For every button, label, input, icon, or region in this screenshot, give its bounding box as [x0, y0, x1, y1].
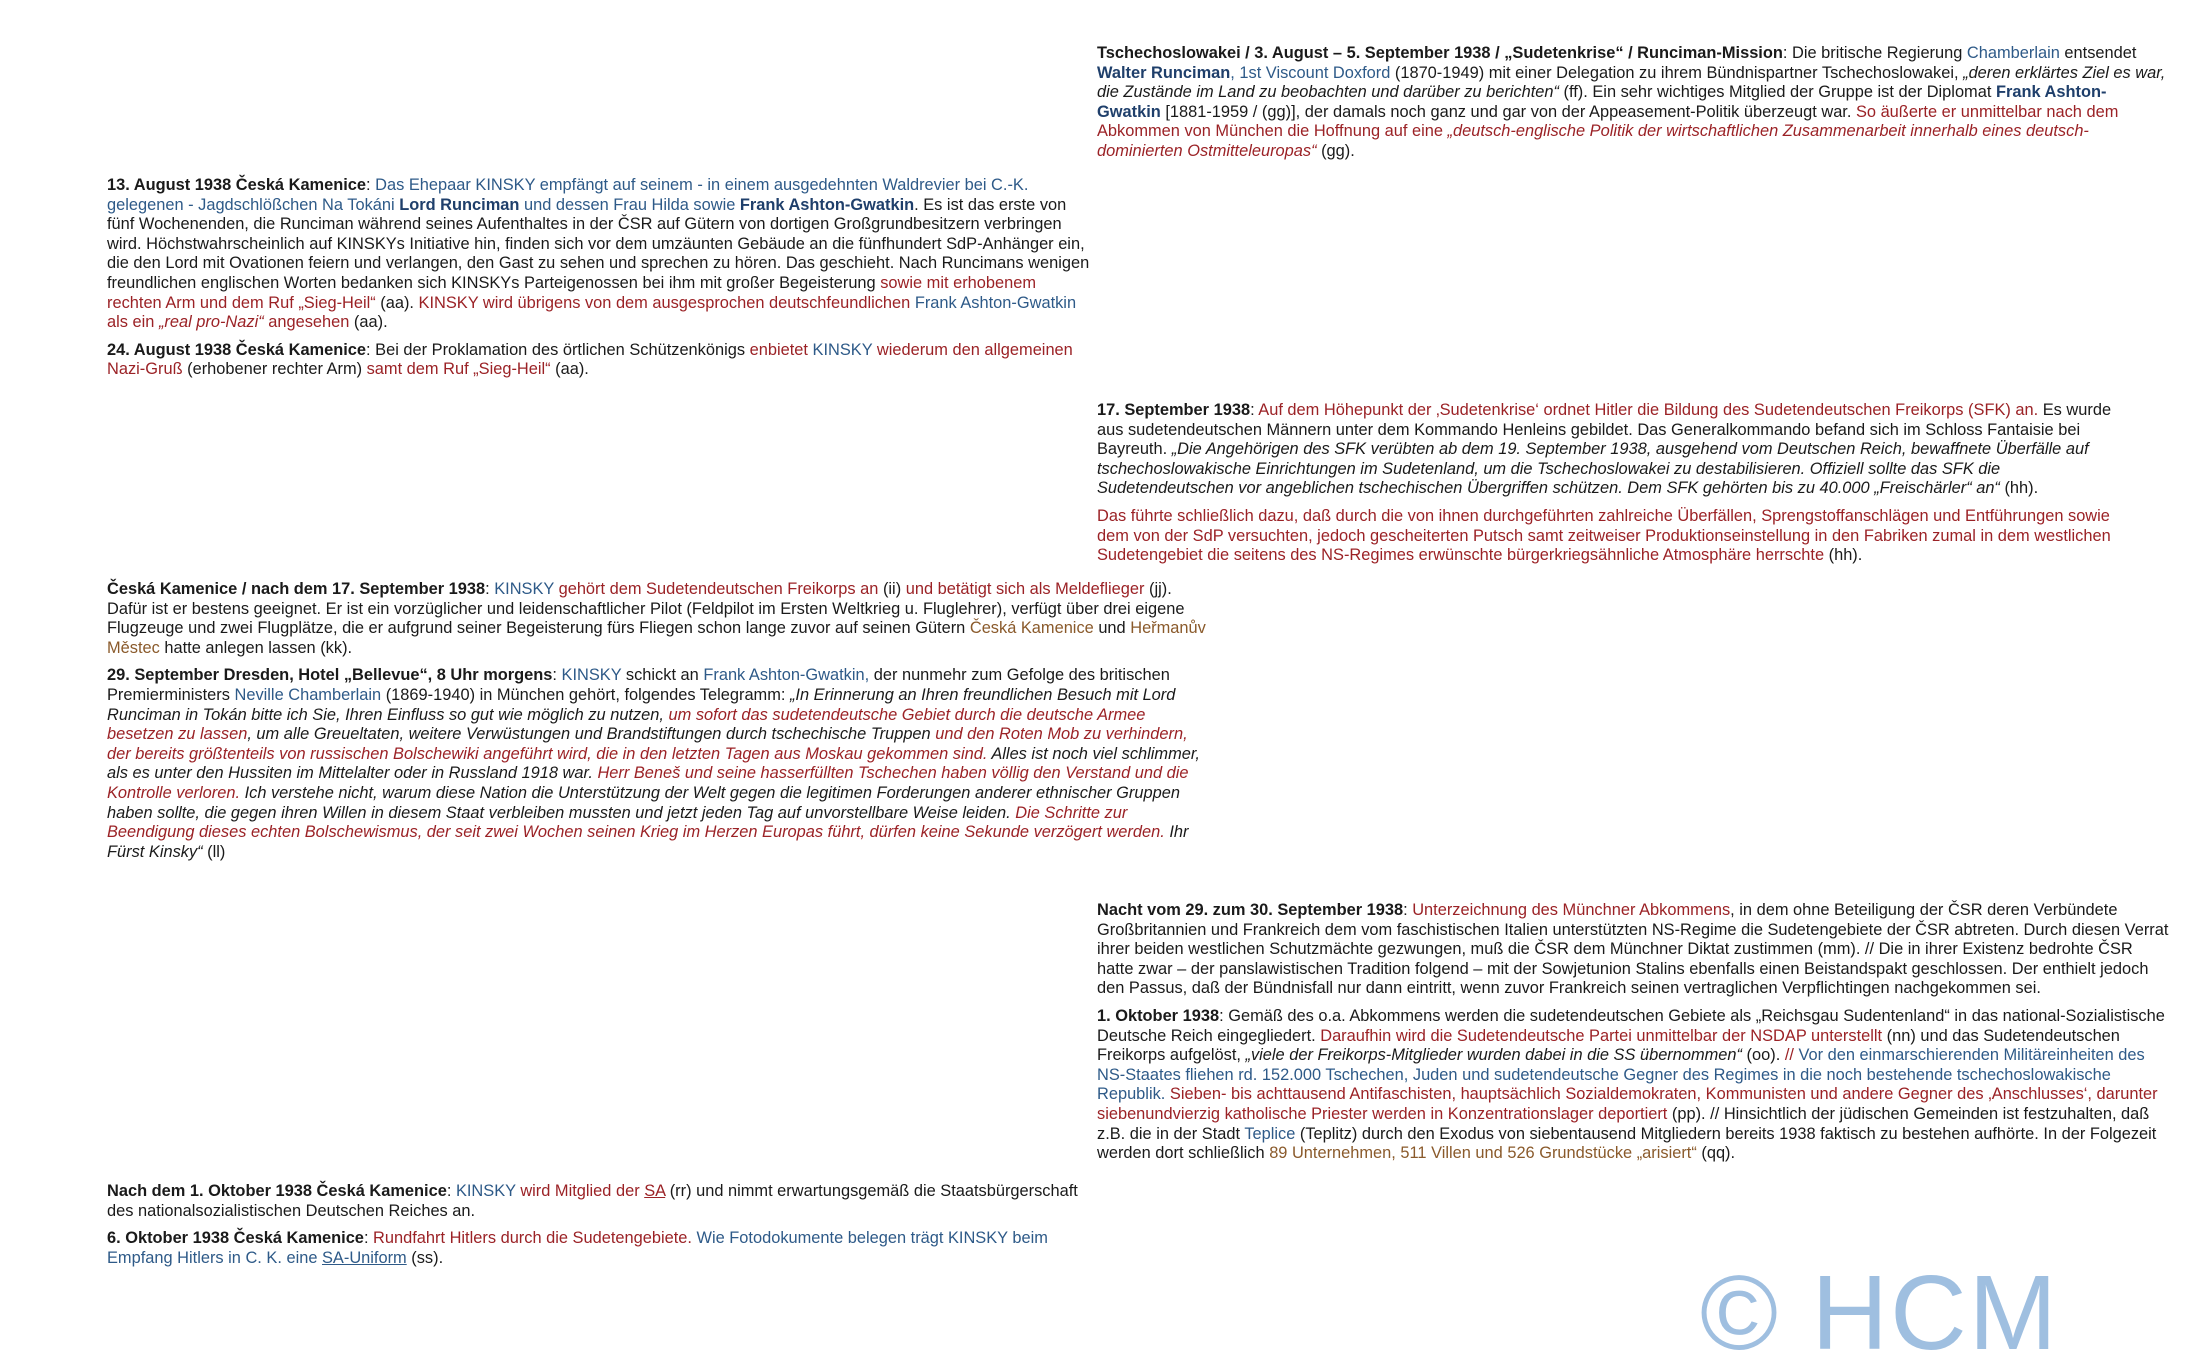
text-run: 24. August 1938 Česká Kamenice — [107, 340, 367, 359]
text-run: , in dem ohne Beteiligung der ČSR deren Verbündete Großbritannien und Frankreich dem vom faschistischen Italien unterstützten NS-Regime die Sudetengebiete der ČSR abtreten. Durch diesen Verrat ihrer beiden westlichen Schutzmächte gezwungen, muß die ČSR dem Münchner Diktat zustimmen (mm). // Die in ihrer Existenz bedrohte ČSR hatte zwar – der panslawistischen Tradition folgend – mit der Sowjetunion Stalins ebenfalls einen Beistandspakt geschlossen. Der enthielt jedoch den Passus, daß der Bündnisfall nur dann eintritt, wenn zuvor Frankreich seinen vertraglichen Verpflichtingen nachgekommen sei. — [1097, 901, 2169, 998]
text-run: Nach dem 1. Oktober 1938 Česká Kamenice — [107, 1182, 447, 1200]
text-run: Chamberlain — [1966, 44, 2060, 62]
text-run: (gg). — [1316, 141, 1355, 160]
text-run: enbietet — [749, 340, 813, 359]
text-run: , 1st Viscount Doxford — [1230, 63, 1391, 82]
paragraph — [107, 1229, 1095, 1268]
text-run: SA-Uniform — [322, 1248, 407, 1267]
text-run: (pp). // Hinsichtlich der jüdischen Gemeinden ist festzuhalten, daß z.B. die in der Stadt — [1097, 1104, 2150, 1143]
paragraph — [1097, 1007, 2169, 1164]
text-run: gehört dem Sudetendeutschen Freikorps an — [554, 580, 879, 598]
text-run: Die Schritte zur Beendigung dieses echten Bolschewismus, der seit zwei Wochen seinen Krieg im Herzen Europas führt, dürfen keine Sekunde verzögert werden. — [107, 803, 1165, 842]
text-run: : — [366, 176, 376, 194]
text-run: samt dem Ruf „Sieg-Heil“ — [366, 360, 551, 379]
text-run: „In Erinnerung an Ihren freundlichen Besuch mit Lord Runciman in Tokán bitte ich Sie, Ihren Einfluss so gut wie möglich zu nutzen, — [107, 685, 1176, 724]
text-run: Frank Ashton-Gwatkin — [739, 195, 915, 214]
text-run: hatte anlegen lassen (kk). — [159, 638, 353, 657]
text-run: Herr Beneš und seine hasserfüllten Tschechen haben völlig den Verstand und die Kontrolle verloren. — [107, 764, 1189, 802]
runciman-mission-block — [1097, 44, 2169, 162]
text-run: (qq). — [1696, 1144, 1736, 1163]
text-run: „deutsch-englische Politik der wirtschaftlichen Zusammenarbeit innerhalb eines deutsch-dominierten Ostmitteleuropas“ — [1097, 122, 2089, 160]
text-run: Teplice — [1244, 1124, 1296, 1143]
october-1938-block — [107, 1182, 1095, 1268]
text-run: (oo). — [1742, 1046, 1785, 1065]
text-run: entsendet — [2059, 44, 2137, 62]
text-run: (rr) und nimmt erwartungsgemäß die Staatsbürgerschaft des nationalsozialistischen Deutschen Reiches an. — [107, 1182, 1078, 1220]
text-run: Frank Ashton-Gwatkin — [1097, 83, 2107, 121]
paragraph — [1097, 507, 2139, 566]
text-run: Heřmanův Městec — [107, 619, 1206, 657]
text-run: schickt an — [621, 666, 704, 685]
text-run: und — [1093, 619, 1131, 638]
text-run: Vor den einmarschierenden Militäreinheiten des NS-Staates fliehen rd. 152.000 Tschechen, Juden und sudetendeutsche Gegner des Regimes in die noch bestehende tschechoslowakische Republik. — [1097, 1046, 2145, 1104]
text-run: Das führte schließlich dazu, daß durch die von ihnen durchgeführten zahlreiche Überfällen, Sprengstoffanschlägen und Entführungen sowie dem von der SdP versuchten, jedoch gescheiterten Putsch samt zeitweiser Produktionseinstellung in den Fabriken zumal in dem westlichen Sudetengebiet die seitens des NS-Regimes erwünschte bürgerkriegsähnliche Atmosphäre herrschte — [1097, 506, 2111, 565]
text-run: , um alle Greueltaten, weitere Verwüstungen und Brandstiftungen durch tschechische Truppen — [247, 725, 936, 744]
text-run: Ich verstehe nicht, warum diese Nation die Unterstützung der Welt gegen die legitimen Forderungen anderer ethnischer Gruppen haben sollte, die gegen ihren Willen in diesem Staat verbleiben mussten und jetzt jeden Tag auf unvorstellbare Weise leiden. — [107, 783, 1180, 822]
text-run: und betätigt sich als Meldeflieger — [905, 580, 1145, 598]
text-run: und den Roten Mob zu verhindern, der bereits größtenteils von russischen Bolschewiki angeführt wird, die in den letzten Tagen aus Moskau gekommen sind. — [107, 725, 1188, 763]
text-run: KINSKY — [455, 1182, 516, 1200]
text-run: (aa). — [375, 293, 419, 312]
text-run: // — [1784, 1046, 1799, 1065]
text-run: „viele der Freikorps-Mitglieder wurden dabei in die SS übernommen“ — [1245, 1046, 1742, 1065]
text-run: Rundfahrt Hitlers durch die Sudetengebiete. — [373, 1229, 692, 1248]
text-run: 29. September Dresden, Hotel „Bellevue“, 8 Uhr morgens — [107, 666, 553, 685]
copyright-watermark: © HCM — [1700, 1254, 2059, 1372]
text-run: Walter Runciman — [1097, 63, 1231, 82]
text-run: SA — [644, 1182, 666, 1200]
text-run: Nacht vom 29. zum 30. September 1938 — [1097, 901, 1404, 919]
text-run: „real pro-Nazi“ — [158, 313, 264, 332]
text-run: 13. August 1938 Česká Kamenice — [107, 176, 367, 194]
text-run: KINSKY — [812, 340, 873, 359]
text-run: : — [363, 1229, 374, 1248]
text-run: (ii) — [878, 580, 906, 598]
text-run: 1. Oktober 1938 — [1097, 1006, 1220, 1025]
text-run: Lord Runciman — [399, 195, 520, 214]
text-run: Frank Ashton-Gwatkin — [914, 293, 1077, 312]
text-run: (Teplitz) durch den Exodus von siebentausend Mitgliedern bereits 1938 faktisch zu bestehen aufhörte. In der Folgezeit werden dort schließlich — [1097, 1124, 2157, 1163]
text-run: KINSKY — [494, 580, 555, 598]
text-run: KINSKY — [561, 666, 622, 685]
paragraph — [107, 176, 1095, 333]
text-run: (aa). — [550, 360, 589, 379]
text-run: angesehen — [263, 313, 350, 332]
text-run: wiederum den allgemeinen Nazi-Gruß — [107, 340, 1073, 379]
paragraph — [107, 1182, 1095, 1221]
text-run: (hh). — [1999, 479, 2039, 498]
paragraph — [107, 580, 1214, 658]
text-run: . Es ist das erste von fünf Wochenenden, die Runciman während seines Aufenthaltes in der ČSR auf Gütern von dortigen Großgrundbesitzern verbringen wird. Höchstwahrscheinlich auf KINSKYs Initiative hin, finden sich vor dem umzäunten Gebäude an die fünfhundert SdP-Anhänger ein, die den Lord mit Ovationen feiern und verlangen, den Gast zu sehen und sprechen zu hören. Das geschieht. Nach Runcimans wenigen freundlichen englischen Worten bedanken sich KINSKYs Parteigenossen bei ihm mit großer Begeisterung — [107, 195, 1090, 292]
text-run: Unterzeichnung des Münchner Abkommens — [1412, 901, 1731, 919]
munich-agreement-block — [1097, 901, 2169, 1164]
text-run: Česká Kamenice — [969, 619, 1094, 638]
august-1938-block — [107, 176, 1095, 380]
text-run: 89 Unternehmen, 511 Villen und 526 Grundstücke „arisiert“ — [1269, 1144, 1697, 1163]
text-run: (ss). — [406, 1248, 444, 1267]
text-run: KINSKY wird übrigens von dem ausgesprochen deutschfeundlichen — [418, 293, 915, 312]
text-run: : — [552, 666, 562, 685]
text-run: Sieben- bis achttausend Antifaschisten, hauptsächlich Sozialdemokraten, Kommunisten und andere Gegner des ‚Anschlusses‘, darunter siebenundvierzig katholische Priester werden in Konzentrationslager deportiert — [1097, 1085, 2158, 1123]
paragraph — [1097, 44, 2169, 162]
paragraph — [1097, 401, 2139, 499]
text-run: (nn) und das Sudetendeutschen Freikorps aufgelöst, — [1097, 1026, 2120, 1065]
text-run: [1881-1959 / (gg)], der damals noch ganz und gar von der Appeasement-Politik überzeugt war. — [1160, 102, 1856, 121]
after-september-17-block — [107, 580, 1214, 862]
text-run: um sofort das sudetendeutsche Gebiet durch die deutsche Armee besetzen zu lassen — [107, 705, 1146, 744]
text-run: der nunmehr zum Gefolge des britischen Premierministers — [107, 666, 1170, 704]
text-run: : Gemäß des o.a. Abkommens werden die sudetendeutschen Gebiete als „Reichsgau Sudentenland“ in das national-Sozialistische Deutsche Reich eingegliedert. — [1097, 1006, 2165, 1045]
text-run: : — [1250, 401, 1259, 419]
text-run: (1869-1940) in München gehört, folgendes Telegramm: — [381, 685, 790, 704]
text-run: (jj). Dafür ist er bestens geeignet. Er ist ein vorzüglicher und leidenschaftlicher Pilot (Feldpilot im Ersten Weltkrieg u. Fluglehrer), verfügt über drei eigene Flugzeuge und zwei Flugplätze, die er aufgrund seiner Begeisterung fürs Fliegen schon lange zuvor auf seinen Gütern — [107, 580, 1185, 638]
text-run: (hh). — [1824, 546, 1863, 565]
paragraph — [107, 666, 1214, 862]
text-run: : Bei der Proklamation des örtlichen Schützenkönigs — [366, 340, 750, 359]
text-run: (ff). Ein sehr wichtiges Mitglied der Gruppe ist der Diplomat — [1558, 83, 1996, 102]
text-run: 17. September 1938 — [1097, 401, 1251, 419]
text-run: (1870-1949) mit einer Delegation zu ihrem Bündnispartner Tschechoslowakei, — [1390, 63, 1964, 82]
text-run: Daraufhin wird die Sudetendeutsche Partei unmittelbar der NSDAP unterstellt — [1320, 1026, 1883, 1045]
paragraph — [1097, 901, 2169, 999]
text-run: (erhobener rechter Arm) — [182, 360, 367, 379]
text-run: Česká Kamenice / nach dem 17. September 1938 — [107, 580, 486, 598]
text-run: Alles ist noch viel schlimmer, als es unter den Hussiten im Mittelalter oder in Russland 1918 war. — [107, 744, 1200, 783]
text-run: und dessen Frau Hilda sowie — [519, 195, 740, 214]
text-run: : — [485, 580, 495, 598]
text-run: 6. Oktober 1938 Česká Kamenice — [107, 1229, 364, 1248]
text-run: (aa). — [349, 313, 388, 332]
text-run: Tschechoslowakei / 3. August – 5. September 1938 / „Sudetenkrise“ / Runciman-Mission — [1097, 44, 1783, 62]
paragraph — [107, 341, 1095, 380]
text-run: (ll) — [202, 842, 226, 861]
text-run: Neville Chamberlain — [234, 685, 382, 704]
text-run: So äußerte er unmittelbar nach dem Abkommen von München die Hoffnung auf eine — [1097, 102, 2119, 141]
text-run: als ein — [107, 313, 159, 332]
text-run: : — [446, 1182, 456, 1200]
text-run: Das Ehepaar KINSKY empfängt auf seinem - in einem ausgedehnten Waldrevier bei C.-K. gelegenen - Jagdschlößchen Na Tokáni — [107, 176, 1029, 214]
text-run: Wie Fotodokumente belegen trägt KINSKY beim Empfang Hitlers in C. K. eine — [107, 1229, 1048, 1267]
text-run: Frank Ashton-Gwatkin, — [703, 666, 870, 685]
text-run: sowie mit erhobenem rechten Arm und dem Ruf „Sieg-Heil“ — [107, 273, 1037, 312]
text-run: Es wurde aus sudetendeutschen Männern unter dem Kommando Henleins gebildet. Das Generalkommando befand sich im Schloss Fantaisie bei Bayreuth. — [1097, 401, 2112, 459]
text-run: : Die britische Regierung — [1782, 44, 1967, 62]
text-run: Ihr Fürst Kinsky“ — [107, 823, 1189, 861]
text-run: wird Mitglied der — [515, 1182, 645, 1200]
text-run: : — [1403, 901, 1413, 919]
text-run: „Die Angehörigen des SFK verübten ab dem 19. September 1938, ausgehend vom Deutschen Reich, bewaffnete Überfälle auf tschechoslowakische Einrichtungen im Sudetenland, um die Tschechoslowakei zu destabilisieren. Offiziell sollte das SFK die Sudetendeutschen vor angeblichen tschechischen Übergriffen schützen. Dem SFK gehörten bis zu 40.000 „Freischärler“ an“ — [1097, 440, 2089, 498]
text-run: „deren erklärtes Ziel es war, die Zustände im Land zu beobachten und darüber zu berichten“ — [1097, 63, 2166, 102]
september-17-block — [1097, 401, 2139, 566]
text-run: Auf dem Höhepunkt der ‚Sudetenkrise‘ ordnet Hitler die Bildung des Sudetendeutschen Freikorps (SFK) an. — [1258, 401, 2039, 419]
